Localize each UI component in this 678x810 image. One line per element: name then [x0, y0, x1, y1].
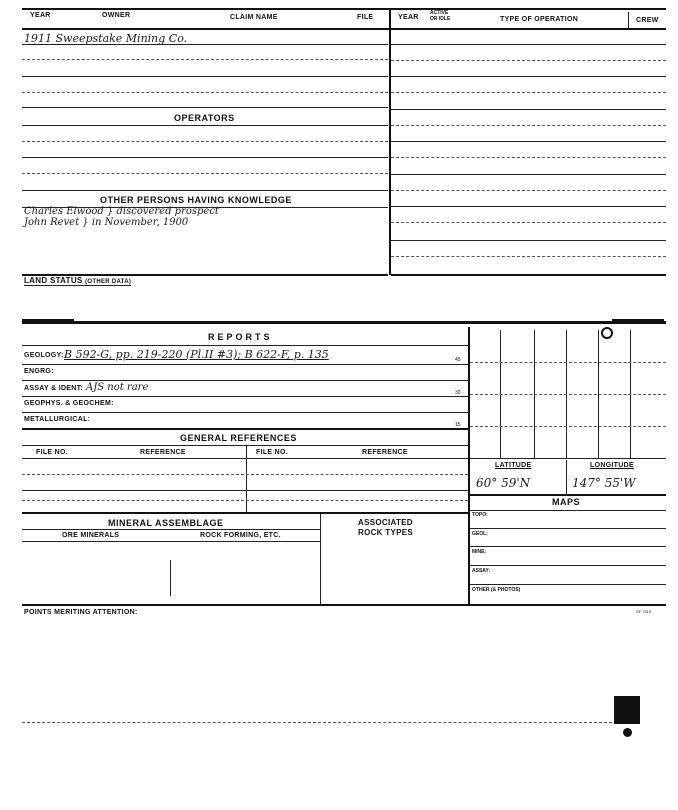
- header-divider-crew: [628, 12, 629, 28]
- references-row-line: [22, 458, 468, 459]
- other-persons-line1: Charles Elwood } discovered prospect: [24, 206, 219, 217]
- geophys-label: GEOPHYS. & GEOCHEM:: [24, 400, 114, 407]
- mineral-divider: [320, 514, 321, 604]
- maps-assay-label: ASSAY:: [472, 568, 491, 574]
- longitude-value: 147° 55'W: [572, 476, 636, 490]
- grid-bottom-line: [470, 458, 666, 459]
- ore-minerals-label: ORE MINERALS: [62, 532, 120, 539]
- references-row-line: [22, 490, 468, 491]
- reports-top-right-bar: [612, 319, 664, 324]
- reports-row-line: [22, 396, 468, 397]
- right-row-line: [391, 206, 666, 207]
- circle-mark-icon: [601, 327, 613, 339]
- reports-title-line: [22, 345, 468, 346]
- maps-line: [470, 528, 666, 529]
- header-divider-main: [389, 9, 391, 275]
- col-reference-2: REFERENCE: [362, 449, 408, 456]
- reports-bottom-rule: [22, 604, 666, 606]
- left-row-line: [22, 59, 388, 60]
- maps-mine-label: MINE:: [472, 549, 487, 555]
- right-row-line: [391, 76, 666, 77]
- maps-title: MAPS: [552, 497, 581, 507]
- header-year2: YEAR: [398, 14, 419, 21]
- maps-line: [470, 584, 666, 585]
- header-file: FILE: [357, 14, 374, 21]
- reports-row-line: [22, 412, 468, 413]
- reports-row-line: [22, 364, 468, 365]
- operators-line: [22, 190, 388, 191]
- right-row-line: [391, 109, 666, 110]
- right-row-line: [391, 240, 666, 241]
- grid-line: [470, 426, 666, 427]
- reports-divider: [468, 327, 470, 604]
- references-bottom-line: [22, 512, 468, 514]
- top-rule: [22, 8, 666, 10]
- mineral-header-line: [22, 529, 320, 530]
- header-year: YEAR: [30, 12, 51, 19]
- reports-row-line: [22, 428, 468, 430]
- geology-label: GEOLOGY:: [24, 352, 64, 359]
- form-number: SF 7919: [636, 609, 652, 614]
- references-row-line: [22, 500, 468, 501]
- references-row-line: [22, 474, 468, 475]
- header-owner: OWNER: [102, 12, 131, 19]
- left-row-line: [22, 92, 388, 93]
- right-row-line: [391, 44, 666, 45]
- right-bottom-rule: [391, 274, 666, 276]
- geology-value: B 592-G, pp. 219-220 (Pl.II #3); B 622-F, p. 135: [64, 348, 329, 361]
- right-row-line: [391, 222, 666, 223]
- operators-label: OPERATORS: [174, 113, 235, 123]
- header-crew: CREW: [636, 17, 659, 24]
- margin-number: 15: [455, 422, 461, 428]
- other-persons-label: OTHER PERSONS HAVING KNOWLEDGE: [100, 195, 292, 205]
- maps-line: [470, 510, 666, 511]
- reports-title: REPORTS: [208, 332, 273, 342]
- maps-geol-label: GEOL:: [472, 531, 488, 537]
- header-bottom-rule: [22, 28, 666, 30]
- header-claim-name: CLAIM NAME: [230, 14, 278, 21]
- mineral-sub-line: [22, 541, 320, 542]
- col-reference-1: REFERENCE: [140, 449, 186, 456]
- metallurgical-label: METALLURGICAL:: [24, 416, 91, 423]
- general-references-title: GENERAL REFERENCES: [180, 433, 297, 443]
- right-row-line: [391, 125, 666, 126]
- grid-line: [470, 362, 666, 363]
- references-divider: [246, 446, 247, 512]
- latitude-value: 60° 59'N: [476, 476, 531, 490]
- right-row-line: [391, 174, 666, 175]
- margin-number: 45: [455, 357, 461, 363]
- assay-value: AJS not rare: [86, 382, 149, 393]
- mineral-inner-divider: [170, 560, 171, 596]
- land-status-sub: (OTHER DATA): [85, 279, 132, 285]
- left-row-line: [22, 44, 388, 45]
- engrg-label: ENGRG:: [24, 368, 54, 375]
- longitude-label: LONGITUDE: [590, 462, 634, 469]
- reports-top-rule: [22, 321, 666, 324]
- maps-line: [470, 546, 666, 547]
- col-file-no-1: FILE NO.: [36, 449, 68, 456]
- points-meriting-attention-label: POINTS MERITING ATTENTION:: [24, 609, 138, 616]
- right-row-line: [391, 141, 666, 142]
- header-active: ACTIVE: [430, 10, 449, 16]
- operators-line: [22, 125, 388, 126]
- reports-row-line: [22, 380, 468, 381]
- header-type-of-operation: TYPE OF OPERATION: [500, 16, 579, 23]
- header-or-idle: OR IDLE: [430, 16, 451, 22]
- latitude-label: LATITUDE: [495, 462, 532, 469]
- maps-other-label: OTHER (& PHOTOS): [472, 587, 521, 593]
- grid-line: [470, 394, 666, 395]
- latlong-bottom-line: [470, 494, 666, 496]
- col-file-no-2: FILE NO.: [256, 449, 288, 456]
- latlong-divider: [566, 460, 567, 494]
- right-row-line: [391, 256, 666, 257]
- mineral-assemblage-title: MINERAL ASSEMBLAGE: [108, 518, 224, 528]
- left-row-line: [22, 107, 388, 108]
- right-row-line: [391, 60, 666, 61]
- maps-line: [470, 565, 666, 566]
- right-row-line: [391, 92, 666, 93]
- bottom-line: [22, 722, 612, 723]
- rock-forming-label: ROCK FORMING, ETC.: [200, 532, 281, 539]
- black-dot-mark: [623, 728, 632, 737]
- reports-top-left-bar: [22, 319, 74, 324]
- operators-line: [22, 141, 388, 142]
- operators-line: [22, 173, 388, 174]
- right-row-line: [391, 190, 666, 191]
- rock-types-label: ROCK TYPES: [358, 528, 414, 537]
- black-block-mark: [614, 696, 640, 724]
- associated-label: ASSOCIATED: [358, 518, 413, 527]
- land-status-label: [24, 276, 131, 286]
- operators-line: [22, 157, 388, 158]
- general-references-line: [22, 445, 468, 446]
- land-status-title: LAND STATUS: [24, 276, 83, 285]
- assay-label: ASSAY & IDENT:: [24, 385, 84, 392]
- owner-entry: 1911 Sweepstake Mining Co.: [24, 32, 188, 45]
- maps-topo-label: TOPO:: [472, 512, 488, 518]
- right-row-line: [391, 157, 666, 158]
- left-row-line: [22, 76, 388, 77]
- other-persons-line2: John Revet } in November, 1900: [24, 217, 189, 228]
- margin-number: 30: [455, 390, 461, 396]
